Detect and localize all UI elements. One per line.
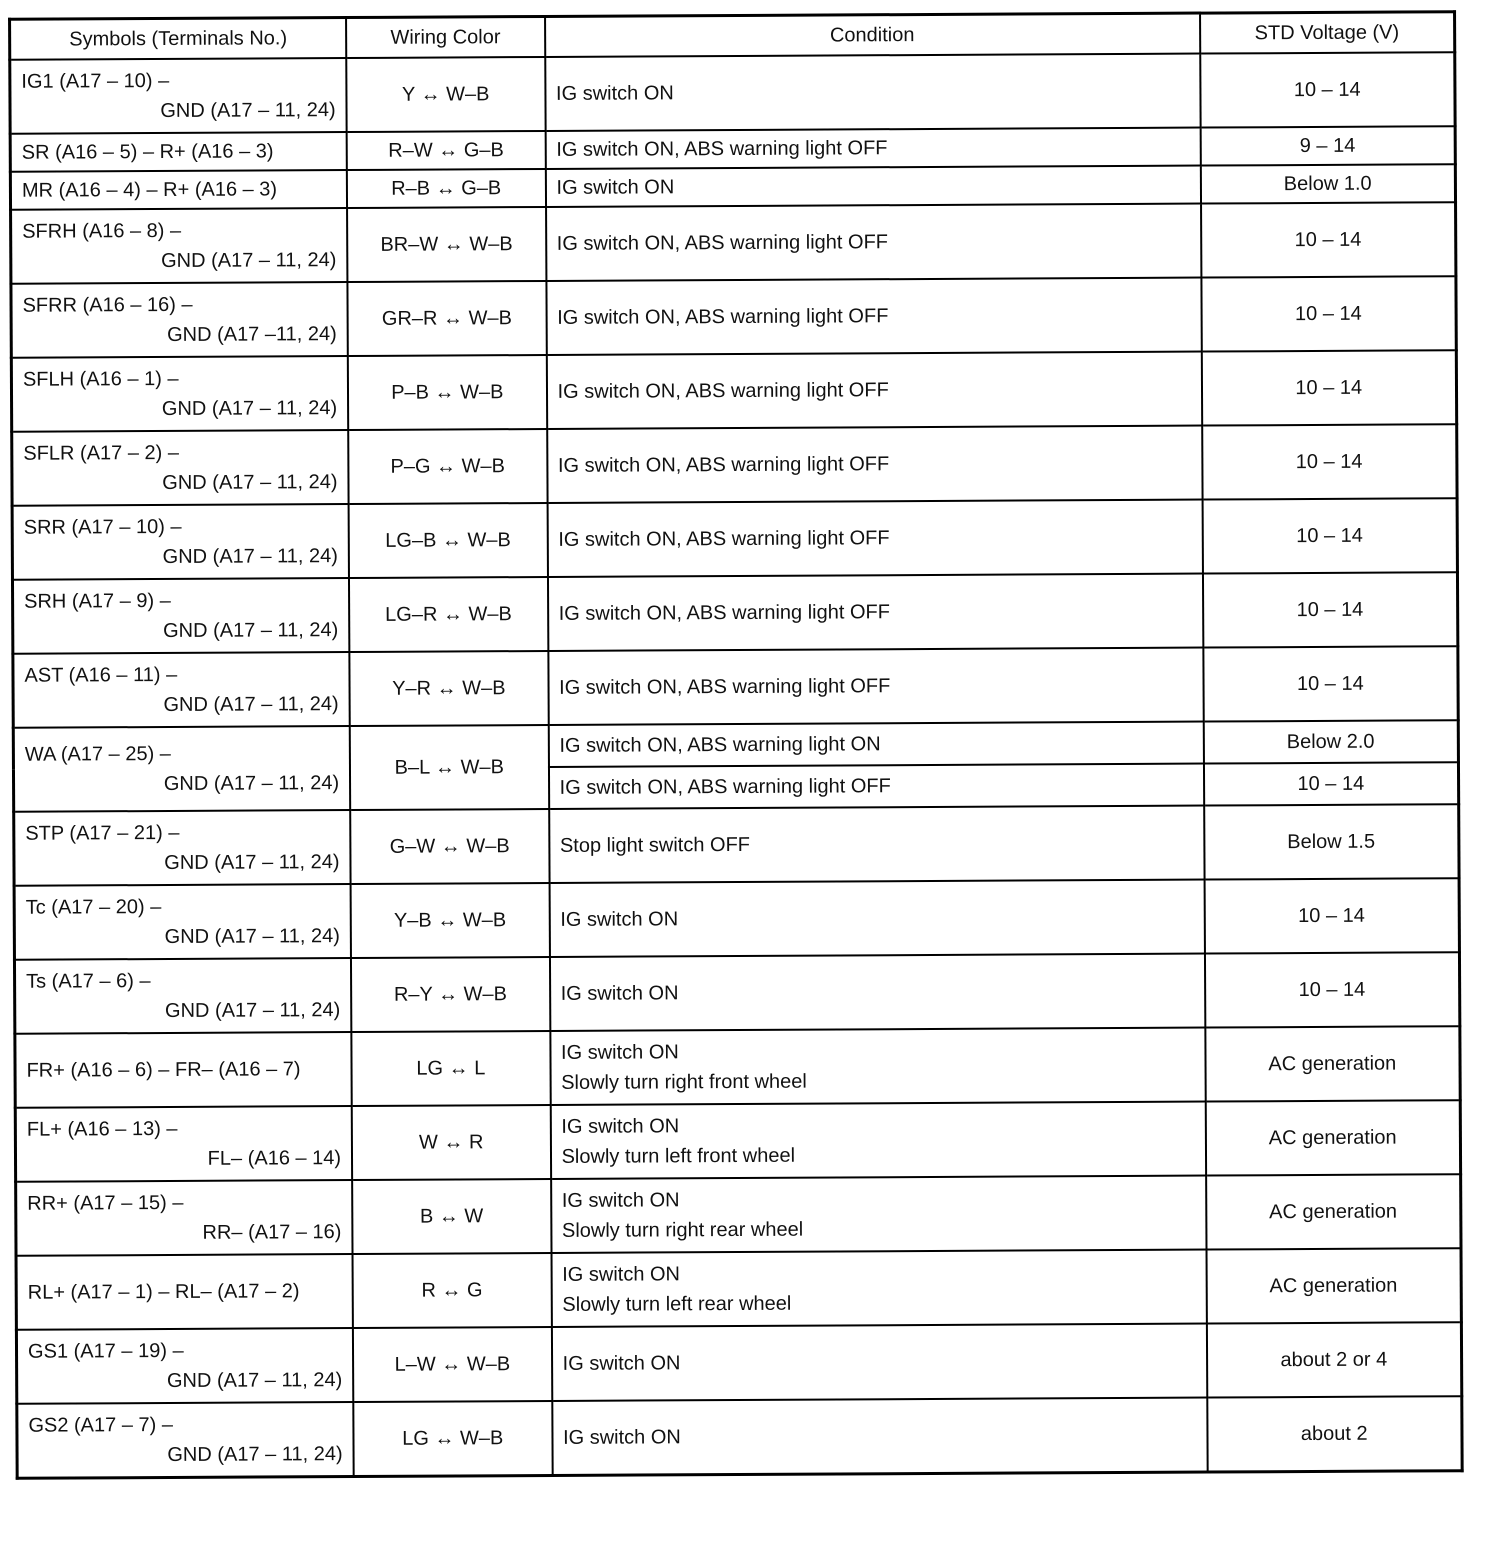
symbol-line-2: GND (A17 –11, 24) [166, 323, 337, 346]
symbol-cell [10, 170, 347, 210]
condition-line-1: IG switch ON [561, 1115, 680, 1138]
symbol-line-1: AST (A16 – 11) – [24, 663, 178, 687]
condition-cell: IG switch ON [551, 1324, 1206, 1401]
symbol-cell [11, 356, 348, 432]
symbol-cell [12, 430, 349, 506]
symbol-line-1: Tc (A17 – 20) – [25, 896, 162, 919]
symbol-cell [17, 1402, 354, 1478]
condition-cell: IG switch ON, ABS warning light OFF [547, 426, 1202, 503]
symbol-line-1: MR (A16 – 4) – R+ (A16 – 3) [21, 178, 278, 202]
symbol-line-2: GND (A17 – 11, 24) [166, 1369, 343, 1392]
condition-cell: IG switch ON [545, 54, 1200, 131]
symbol-cell [15, 1106, 352, 1182]
wiring-color-cell: Y ↔ W–B [346, 57, 545, 132]
condition-cell: IG switch ON [552, 1398, 1207, 1476]
condition-cell [550, 1102, 1205, 1179]
symbol-cell [12, 578, 349, 654]
symbol-line-1: SFRH (A16 – 8) – [22, 219, 182, 243]
voltage-cell: 10 – 14 [1204, 878, 1459, 953]
wiring-color-cell: B ↔ W [352, 1179, 551, 1254]
symbol-cell [14, 884, 351, 960]
symbol-line-2: GND (A17 – 11, 24) [160, 99, 336, 123]
symbol-line-1: WA (A17 – 25) – [24, 742, 171, 766]
table-row [13, 646, 1458, 728]
table-row [15, 1100, 1460, 1182]
wiring-color-cell: BR–W ↔ W–B [347, 207, 546, 282]
condition-cell: IG switch ON, ABS warning light OFF [546, 204, 1201, 281]
symbol-cell [14, 810, 351, 886]
condition-cell [551, 1250, 1206, 1327]
condition-line-2: Slowly turn left rear wheel [562, 1292, 792, 1316]
condition-cell: IG switch ON, ABS warning light OFF [548, 648, 1203, 725]
symbol-line-1: SFLH (A16 – 1) – [22, 367, 179, 391]
symbol-line-2: GND (A17 – 11, 24) [163, 693, 339, 716]
symbol-line-1: SRH (A17 – 9) – [24, 589, 171, 613]
table-row [11, 276, 1456, 358]
condition-line-1: IG switch ON [561, 1189, 680, 1212]
symbol-cell [10, 132, 347, 172]
symbol-cell [11, 282, 348, 358]
table-row [14, 952, 1459, 1034]
symbol-cell [11, 208, 348, 284]
voltage-cell: AC generation [1205, 1026, 1460, 1101]
symbol-cell [16, 1328, 353, 1404]
table-row [14, 878, 1459, 960]
condition-cell: Stop light switch OFF [549, 806, 1204, 883]
header-symbols: Symbols (Terminals No.) [10, 18, 347, 60]
wiring-color-cell: R–W ↔ G–B [347, 131, 546, 170]
voltage-cell: Below 1.5 [1204, 804, 1459, 879]
symbol-line-1: SRR (A17 – 10) – [23, 515, 182, 539]
symbol-line-2: GND (A17 – 11, 24) [161, 397, 338, 421]
symbol-line-2: GND (A17 – 11, 24) [162, 545, 338, 568]
voltage-cell: AC generation [1205, 1100, 1460, 1175]
symbol-cell [13, 652, 350, 728]
symbol-line-2: FL– (A16 – 14) [207, 1147, 342, 1170]
wiring-color-cell: LG–R ↔ W–B [349, 577, 548, 652]
condition-cell: IG switch ON, ABS warning light OFF [546, 278, 1201, 355]
wiring-color-cell: LG–B ↔ W–B [349, 503, 548, 578]
symbol-line-2: GND (A17 – 11, 24) [164, 925, 340, 948]
voltage-cell: 10 – 14 [1201, 202, 1456, 277]
voltage-cell: 10 – 14 [1202, 498, 1457, 573]
symbol-line-1: GS1 (A17 – 19) – [27, 1339, 184, 1363]
wiring-color-cell: LG ↔ L [351, 1031, 550, 1106]
voltage-cell: 10 – 14 [1201, 350, 1456, 425]
symbol-line-2: GND (A17 – 11, 24) [162, 619, 339, 642]
table-row [10, 52, 1455, 134]
symbol-line-2: GND (A17 – 11, 24) [161, 249, 337, 273]
symbol-line-1: RL+ (A17 – 1) – RL– (A17 – 2) [27, 1280, 300, 1304]
table-row [14, 804, 1459, 886]
condition-cell: IG switch ON [545, 166, 1200, 207]
table-row [12, 498, 1457, 580]
wiring-color-cell: P–B ↔ W–B [348, 355, 547, 430]
voltage-cell: 10 – 14 [1201, 276, 1456, 351]
wiring-color-cell: L–W ↔ W–B [353, 1327, 552, 1402]
terminal-voltage-table [8, 10, 1464, 1480]
voltage-cell: about 2 [1207, 1396, 1462, 1472]
symbol-line-1: FR+ (A16 – 6) – FR– (A16 – 7) [26, 1058, 301, 1082]
terminal-voltage-sheet [8, 10, 1464, 1534]
table-row [16, 1174, 1461, 1256]
condition-cell: IG switch ON, ABS warning light OFF [547, 500, 1202, 577]
symbol-line-1: SFRR (A16 – 16) – [22, 293, 193, 317]
condition-cell [551, 1176, 1206, 1253]
voltage-cell: about 2 or 4 [1206, 1322, 1461, 1397]
wiring-color-cell: Y–R ↔ W–B [349, 651, 548, 726]
symbol-line-1: FL+ (A16 – 13) – [26, 1117, 178, 1141]
wiring-color-cell: G–W ↔ W–B [350, 809, 549, 884]
condition-cell [550, 1028, 1205, 1105]
condition-line-2: Slowly turn left front wheel [561, 1144, 796, 1168]
wiring-color-cell: Y–B ↔ W–B [351, 883, 550, 958]
condition-cell: IG switch ON, ABS warning light OFF [545, 128, 1200, 169]
voltage-cell: 10 – 14 [1203, 762, 1458, 805]
voltage-cell: 10 – 14 [1202, 572, 1457, 647]
condition-cell: IG switch ON, ABS warning light ON [548, 722, 1203, 767]
voltage-cell: 10 – 14 [1200, 52, 1455, 127]
wiring-color-cell: P–G ↔ W–B [348, 429, 547, 504]
condition-line-1: IG switch ON [560, 1041, 679, 1064]
wiring-color-cell: LG ↔ W–B [353, 1401, 552, 1477]
table-row [17, 1396, 1462, 1478]
symbol-line-1: SR (A16 – 5) – R+ (A16 – 3) [21, 140, 274, 164]
condition-cell: IG switch ON [550, 954, 1205, 1031]
table-row [15, 1026, 1460, 1108]
voltage-cell: Below 1.0 [1200, 164, 1455, 203]
voltage-cell: AC generation [1206, 1248, 1461, 1323]
symbol-cell [13, 726, 350, 812]
symbol-line-2: RR– (A17 – 16) [202, 1221, 342, 1244]
voltage-cell: Below 2.0 [1203, 720, 1458, 763]
symbol-line-1: SFLR (A17 – 2) – [23, 441, 180, 465]
table-row [11, 350, 1456, 432]
symbol-line-2: GND (A17 – 11, 24) [167, 1443, 343, 1466]
table-row [11, 202, 1456, 284]
symbol-cell [12, 504, 349, 580]
symbol-line-2: GND (A17 – 11, 24) [162, 471, 338, 494]
table-row [16, 1248, 1461, 1330]
symbol-cell [14, 958, 351, 1034]
symbol-cell [16, 1180, 353, 1256]
symbol-cell [10, 58, 347, 134]
voltage-cell: 9 – 14 [1200, 126, 1455, 165]
symbol-cell [15, 1032, 352, 1108]
header-condition: Condition [545, 13, 1200, 57]
voltage-cell: 10 – 14 [1202, 424, 1457, 499]
condition-line-2: Slowly turn right rear wheel [561, 1218, 804, 1242]
symbol-line-2: GND (A17 – 11, 24) [164, 851, 340, 874]
symbol-line-1: STP (A17 – 21) – [25, 821, 180, 845]
condition-cell: IG switch ON [549, 880, 1204, 957]
header-std-voltage: STD Voltage (V) [1200, 12, 1455, 54]
table-row [13, 720, 1458, 770]
wiring-color-cell: W ↔ R [352, 1105, 551, 1180]
header-wiring-color: Wiring Color [346, 16, 545, 58]
symbol-line-1: GS2 (A17 – 7) – [28, 1413, 173, 1437]
condition-cell: IG switch ON, ABS warning light OFF [549, 764, 1204, 809]
symbol-line-1: Ts (A17 – 6) – [26, 970, 151, 993]
table-row [12, 572, 1457, 654]
condition-cell: IG switch ON, ABS warning light OFF [548, 574, 1203, 651]
symbol-line-1: IG1 (A17 – 10) – [21, 69, 170, 93]
condition-line-1: IG switch ON [562, 1263, 681, 1286]
symbol-cell [16, 1254, 353, 1330]
symbol-line-2: GND (A17 – 11, 24) [164, 999, 341, 1022]
voltage-cell: AC generation [1206, 1174, 1461, 1249]
wiring-color-cell: GR–R ↔ W–B [347, 281, 546, 356]
symbol-line-1: RR+ (A17 – 15) – [27, 1191, 184, 1215]
symbol-line-2: GND (A17 – 11, 24) [163, 772, 340, 795]
wiring-color-cell: R ↔ G [353, 1253, 552, 1328]
table-row [12, 424, 1457, 506]
condition-cell: IG switch ON, ABS warning light OFF [546, 352, 1201, 429]
wiring-color-cell: B–L ↔ W–B [350, 725, 549, 810]
table-row [16, 1322, 1461, 1404]
voltage-cell: 10 – 14 [1203, 646, 1458, 721]
condition-line-2: Slowly turn right front wheel [561, 1070, 807, 1094]
voltage-cell: 10 – 14 [1204, 952, 1459, 1027]
wiring-color-cell: R–Y ↔ W–B [351, 957, 550, 1032]
wiring-color-cell: R–B ↔ G–B [347, 169, 546, 208]
